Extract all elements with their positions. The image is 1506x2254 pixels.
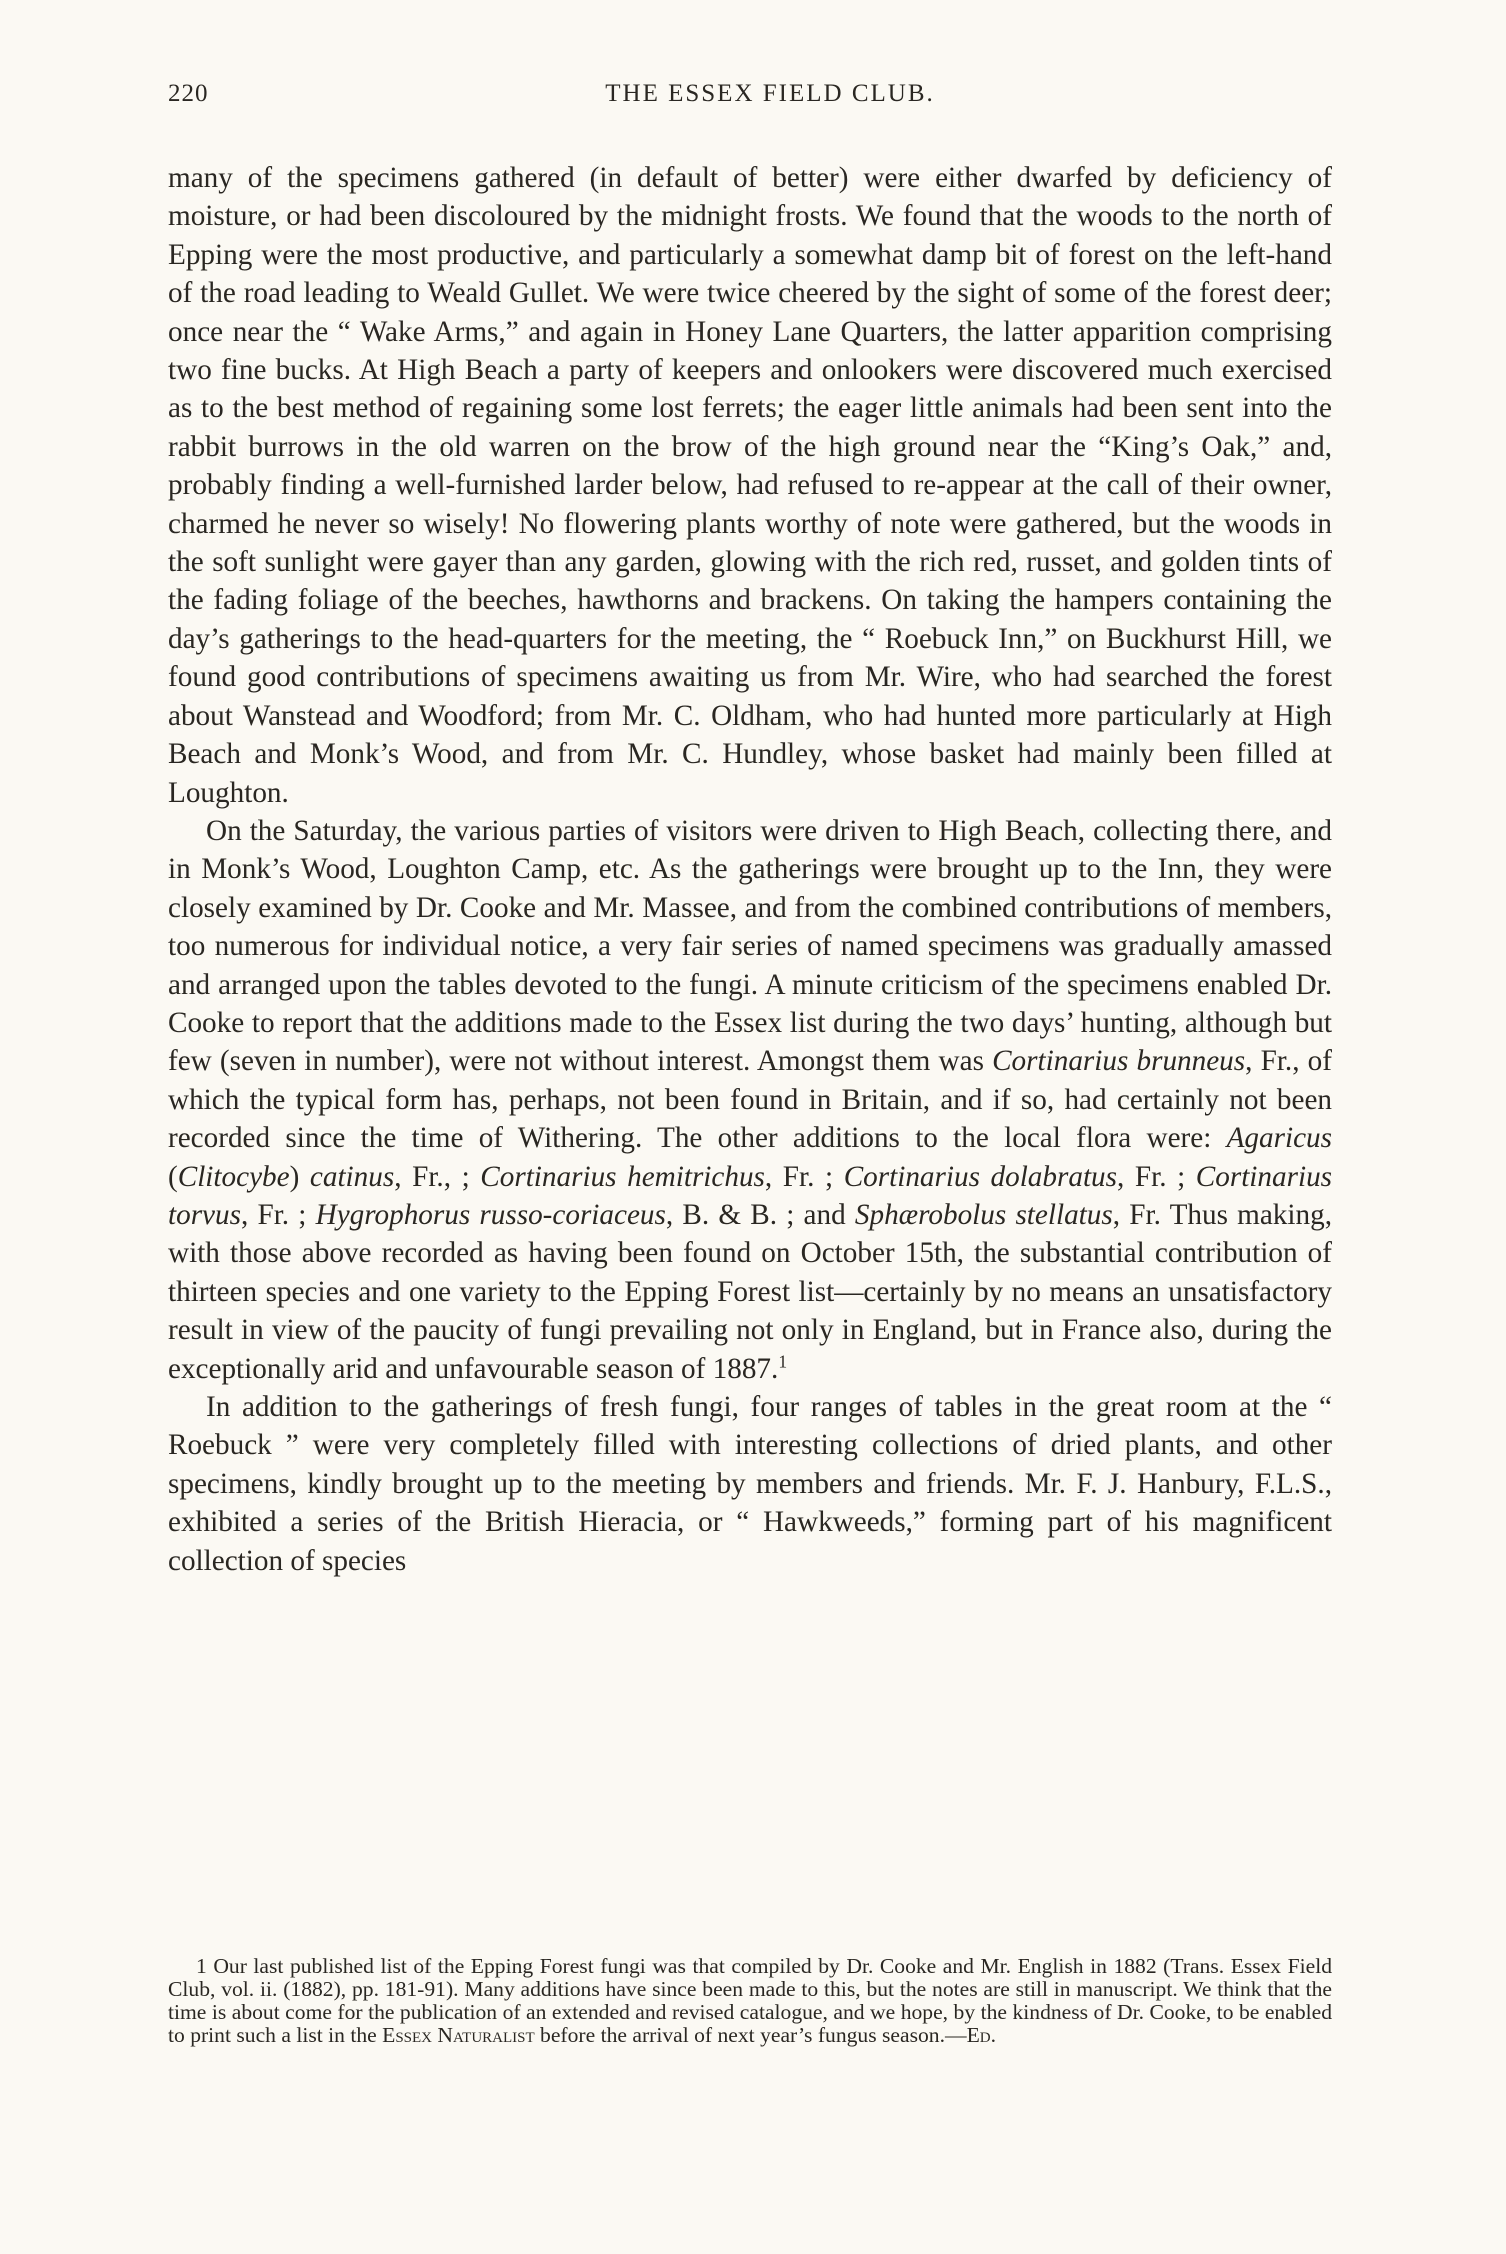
footnote-reference: 1 — [778, 1351, 788, 1372]
page — [168, 0, 1332, 2254]
footnote-marker: 1 — [196, 1954, 207, 1978]
paragraph-2-text: , Fr. Thus making, with those above recorded as having been found on October 15th, the substantial contribution of thirteen species and one variety to the Epping Forest list—certainly by no means an unsatisfactory result in view of the paucity of fungi prevailing not only in England, but in France also, during the exceptionally arid and unfavourable season of 1887. — [168, 1198, 1332, 1385]
paragraph-2-text: , Fr., of which the typical form has, perhaps, not been found in Britain, and if so, had certainly not been recorded since the time of Withering. The other additions to the local flora were: — [168, 1045, 1332, 1155]
paragraph-3: In addition to the gatherings of fresh fungi, four ranges of tables in the great room at the “ Roebuck ” were very completely filled with interesting collections of dried plants, and other specimens, kindly brought up to the meeting by members and friends. Mr. F. J. Hanbury, F.L.S., exhibited a series of the British Hieracia, or “ Hawkweeds,” forming part of his magnificent collection of species — [168, 1391, 1332, 1577]
paragraph-2-text: , Fr. ; — [1117, 1160, 1196, 1193]
running-head — [168, 80, 1332, 120]
species-name: Hygrophorus russo-coriaceus — [315, 1198, 666, 1231]
paragraph-2-text: , Fr. ; — [240, 1198, 316, 1231]
footnote-1 — [168, 1955, 1332, 2047]
paragraph-2-text: ) — [289, 1160, 310, 1193]
journal-title: Essex Naturalist — [382, 2023, 535, 2047]
species-name: Agaricus — [1226, 1122, 1332, 1155]
species-name: Cortinarius brunneus — [992, 1045, 1246, 1078]
species-name: Cortinarius dolabratus — [843, 1160, 1118, 1193]
paragraph-2-text: , B. & B. ; and — [665, 1198, 855, 1231]
footnote-text: before the arrival of next year’s fungus season.— — [534, 2023, 967, 2047]
species-name: catinus — [309, 1160, 395, 1193]
species-name: Cortinarius hemitrichus — [480, 1160, 765, 1193]
running-title: THE ESSEX FIELD CLUB. — [605, 80, 935, 107]
paragraph-2-text: , Fr., ; — [394, 1160, 481, 1193]
species-name: Clitocybe — [177, 1160, 290, 1193]
page-number: 220 — [168, 80, 209, 107]
editor-signature: Ed. — [966, 2023, 997, 2047]
species-name: Cortinarius torvus — [168, 1160, 1333, 1231]
species-name: Sphærobolus stellatus — [854, 1198, 1113, 1231]
paragraph-2-text: , Fr. ; — [764, 1160, 844, 1193]
footnotes — [168, 1955, 1332, 2047]
body-text — [168, 159, 1332, 1580]
paragraph-2 — [168, 812, 1332, 1388]
paragraph-1: many of the specimens gathered (in default of better) were either dwarfed by deficiency of moisture, or had been discoloured by the midnight frosts. We found that the woods to the north of Epping were the most productive, and particularly a somewhat damp bit of forest on the left-hand of the road leading to Weald Gullet. We were twice cheered by the sight of some of the forest deer; once near the “ Wake Arms,” and again in Honey Lane Quarters, the latter apparition comprising two fine bucks. At High Beach a party of keepers and onlookers were discovered much exercised as to the best method of regaining some lost ferrets; the eager little animals had been sent into the rabbit burrows in the old warren on the brow of the high ground near the “King’s Oak,” and, probably finding a well-furnished larder below, had refused to re-appear at the call of their owner, charmed he never so wisely! No flowering plants worthy of note were gathered, but the woods in the soft sunlight were gayer than any garden, glowing with the rich red, russet, and golden tints of the fading foliage of the beeches, hawthorns and brackens. On taking the hampers containing the day’s gatherings to the head-quarters for the meeting, the “ Roebuck Inn,” on Buckhurst Hill, we found good contributions of specimens awaiting us from Mr. Wire, who had searched the forest about Wanstead and Woodford; from Mr. C. Oldham, who had hunted more particularly at High Beach and Monk’s Wood, and from Mr. C. Hundley, whose basket had mainly been filled at Loughton. — [168, 162, 1332, 809]
paragraph-2-text: ( — [168, 1160, 178, 1193]
footnote-text: Our last published list of the Epping Forest fungi was that compiled by Dr. Cooke and Mr. English in 1882 (Trans. Essex Field Club, vol. ii. (1882), pp. 181-91). Many additions have since been made to this, but the notes are still in manuscript. We think that the time is about come for the publication of an extended and revised catalogue, and we hope, by the kindness of Dr. Cooke, to be enabled to print such a list in the — [168, 1954, 1332, 2047]
paragraph-2-text: On the Saturday, the various parties of visitors were driven to High Beach, collecting there, and in Monk’s Wood, Loughton Camp, etc. As the gatherings were brought up to the Inn, they were closely examined by Dr. Cooke and Mr. Massee, and from the combined contributions of members, too numerous for individual notice, a very fair series of named specimens was gradually amassed and arranged upon the tables devoted to the fungi. A minute criticism of the specimens enabled Dr. Cooke to report that the additions made to the Essex list during the two days’ hunting, although but few (seven in number), were not without interest. Amongst them was — [168, 814, 1332, 1078]
